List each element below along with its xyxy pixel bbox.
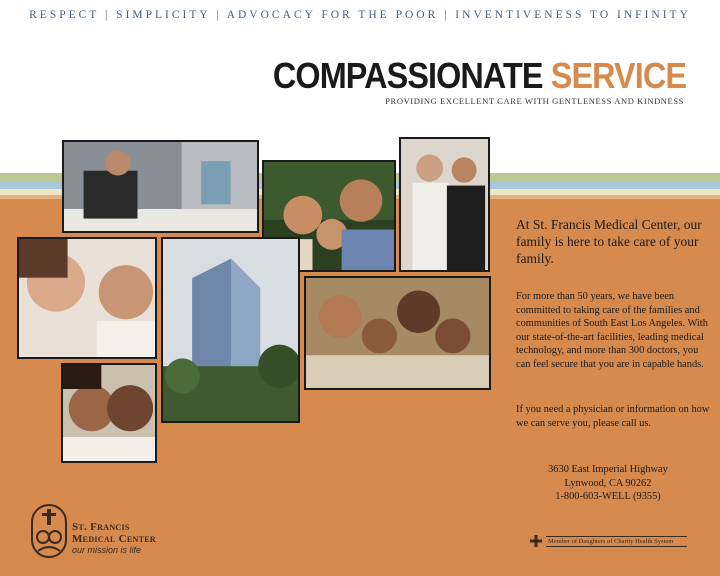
photo-grandmother [399,137,490,272]
address-phone: 1-800-603-WELL (9355) [555,491,661,503]
logo-name-line2: Medical Center [72,533,156,545]
photo-family-four [304,276,491,390]
body-paragraph-contact: If you need a physician or information on how we can serve you, please call us. [516,404,710,429]
logo-tagline: our mission is life [72,545,142,555]
logo-name-line1: St. Francis [72,521,130,533]
logo-text [72,521,156,555]
photo-mother-child [17,237,157,359]
address-block [510,463,706,504]
headline-word-service: SERVICE [550,55,686,96]
headline [273,55,686,97]
address-street: 3630 East Imperial Highway [548,464,668,475]
member-text: Member of Daughters of Charity Health System [546,536,687,547]
body-paragraph-history: For more than 50 years, we have been committed to taking care of the families and communities of South East Los Angeles. With our state-of-the-art facilities, leading medical technology, and more than 300 doctors, you can feel secure that you are in capable hands. [516,291,708,370]
photo-hospital-building [161,237,300,423]
cross-icon [530,535,542,547]
values-bar: RESPECT | SIMPLICITY | ADVOCACY FOR THE POOR | INVENTIVENESS TO INFINITY [29,9,691,21]
member-badge [530,535,687,547]
headline-word-compassionate: COMPASSIONATE [272,55,551,96]
photo-doctor-patient [62,140,259,233]
subhead: PROVIDING EXCELLENT CARE WITH GENTLENESS AND KINDNESS [385,96,684,106]
intro-text: At St. Francis Medical Center, our family is here to take care of your family. [516,217,702,266]
st-francis-logo-icon [30,503,68,559]
address-city: Lynwood, CA 90262 [564,477,652,489]
photo-couple [61,363,157,463]
